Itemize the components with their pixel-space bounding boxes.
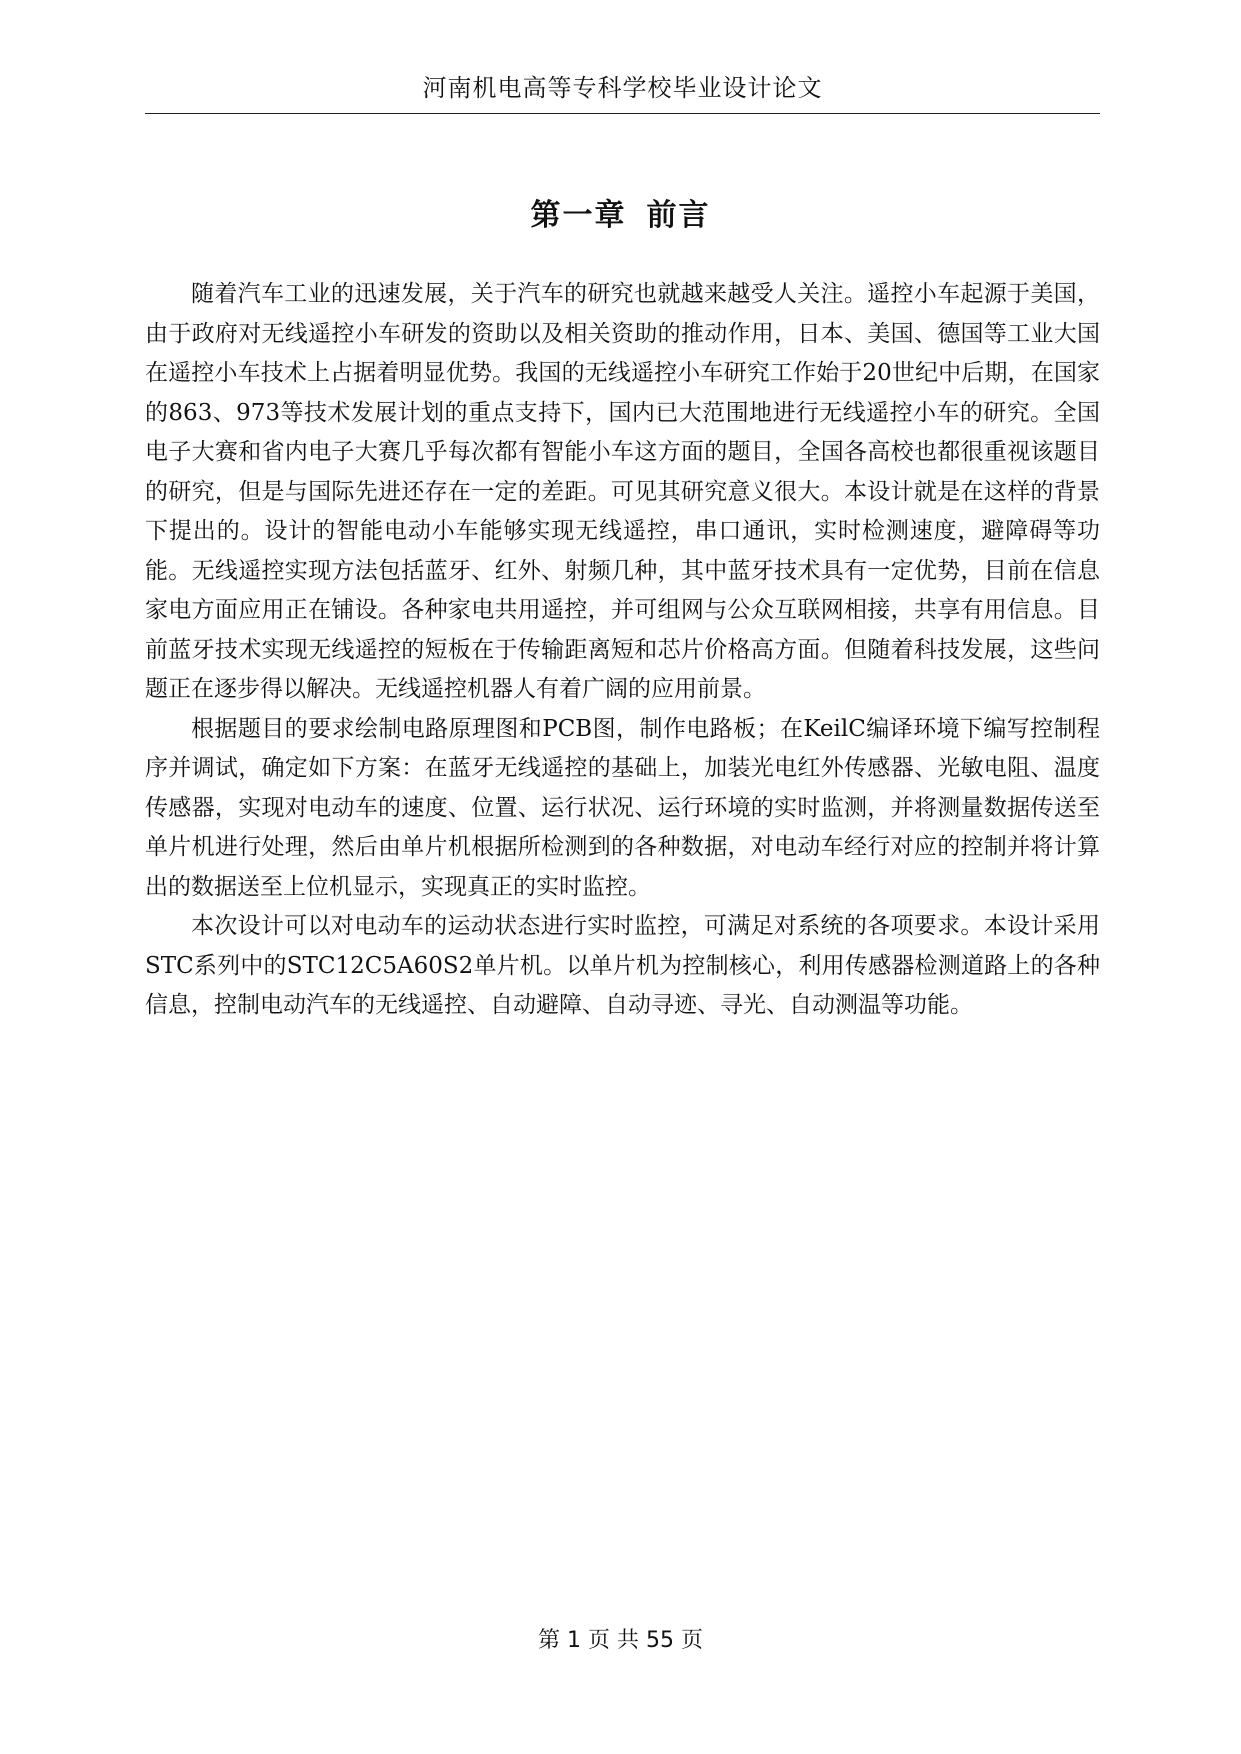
body-text	[145, 275, 1100, 1026]
chapter-number: 第一章	[530, 198, 627, 233]
paragraph-design-scheme: 根据题目的要求绘制电路原理图和PCB图，制作电路板；在KeilC编译环境下编写控制程序并调试，确定如下方案：在蓝牙无线遥控的基础上，加装光电红外传感器、光敏电阻、温度传感器，实现对电动车的速度、位置、运行状况、运行环境的实时监测，并将测量数据传送至单片机进行处理，然后由单片机根据所检测到的各种数据，对电动车经行对应的控制并将计算出的数据送至上位机显示，实现真正的实时监控。	[145, 715, 1100, 900]
paragraph-design-summary: 本次设计可以对电动车的运动状态进行实时监控，可满足对系统的各项要求。本设计采用STC系列中的STC12C5A60S2单片机。以单片机为控制核心，利用传感器检测道路上的各种信息，控制电动汽车的无线遥控、自动避障、自动寻迹、寻光、自动测温等功能。	[145, 913, 1100, 1018]
footer-middle: 页 共	[588, 1628, 639, 1653]
current-page-number: 1	[567, 1628, 581, 1653]
footer-prefix: 第	[537, 1628, 560, 1653]
total-pages-number: 55	[646, 1628, 674, 1653]
page-footer	[0, 1623, 1241, 1654]
paragraph-introduction-background: 随着汽车工业的迅速发展，关于汽车的研究也就越来越受人关注。遥控小车起源于美国，由于政府对无线遥控小车研发的资助以及相关资助的推动作用，日本、美国、德国等工业大国在遥控小车技术上占据着明显优势。我国的无线遥控小车研究工作始于20世纪中后期，在国家的863、973等技术发展计划的重点支持下，国内已大范围地进行无线遥控小车的研究。全国电子大赛和省内电子大赛几乎每次都有智能小车这方面的题目，全国各高校也都很重视该题目的研究，但是与国际先进还存在一定的差距。可见其研究意义很大。本设计就是在这样的背景下提出的。设计的智能电动小车能够实现无线遥控，串口通讯，实时检测速度，避障碍等功能。无线遥控实现方法包括蓝牙、红外、射频几种，其中蓝牙技术具有一定优势，目前在信息家电方面应用正在铺设。各种家电共用遥控，并可组网与公众互联网相接，共享有用信息。目前蓝牙技术实现无线遥控的短板在于传输距离短和芯片价格高方面。但随着科技发展，这些问题正在逐步得以解决。无线遥控机器人有着广阔的应用前景。	[145, 281, 1100, 702]
footer-suffix: 页	[681, 1628, 704, 1653]
page-header	[145, 58, 1100, 114]
chapter-heading	[0, 190, 1241, 234]
chapter-title: 前言	[646, 198, 711, 233]
running-header-title: 河南机电高等专科学校毕业设计论文	[422, 74, 823, 102]
